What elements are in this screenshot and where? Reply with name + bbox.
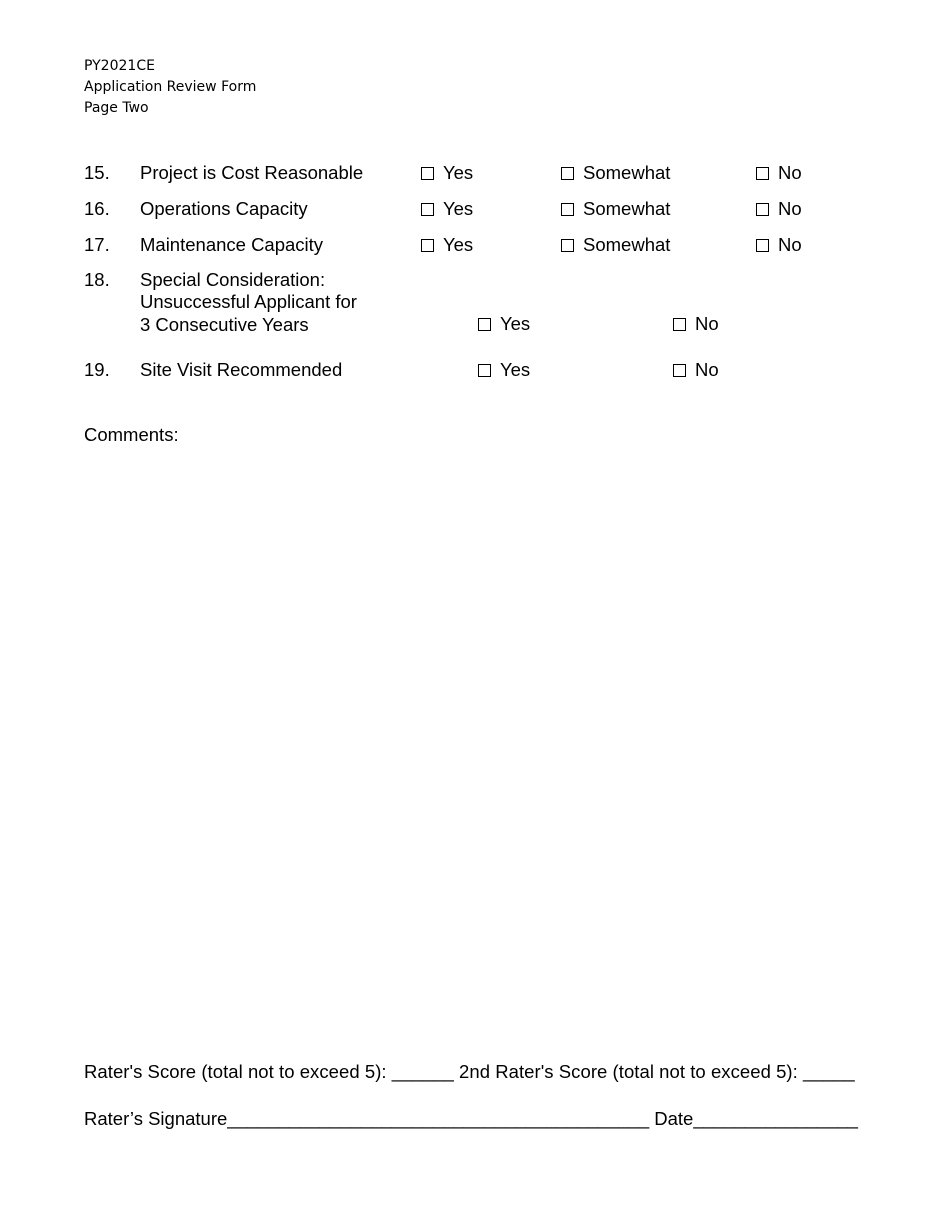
page-label: Page Two — [84, 100, 149, 116]
checkbox-icon[interactable] — [421, 203, 434, 216]
checkbox-icon[interactable] — [673, 318, 686, 331]
question-label-line-2: Unsuccessful Applicant for — [140, 291, 357, 312]
checkbox-icon[interactable] — [421, 239, 434, 252]
checkbox-icon[interactable] — [673, 364, 686, 377]
question-label: Project is Cost Reasonable — [140, 162, 364, 183]
checkbox-icon[interactable] — [561, 203, 574, 216]
option-yes[interactable]: Yes — [421, 198, 473, 220]
checkbox-icon[interactable] — [756, 167, 769, 180]
option-no[interactable]: No — [756, 234, 802, 256]
comments-area[interactable] — [84, 452, 866, 1032]
checkbox-icon[interactable] — [561, 167, 574, 180]
question-number: 18. — [84, 269, 110, 290]
option-somewhat[interactable]: Somewhat — [561, 198, 670, 220]
option-yes[interactable]: Yes — [478, 359, 530, 381]
option-somewhat[interactable]: Somewhat — [561, 162, 670, 184]
question-number: 19. — [84, 359, 110, 380]
question-label: Site Visit Recommended — [140, 359, 343, 380]
option-no[interactable]: No — [756, 162, 802, 184]
option-no[interactable]: No — [673, 313, 719, 335]
question-number: 15. — [84, 162, 110, 183]
checkbox-icon[interactable] — [561, 239, 574, 252]
option-yes[interactable]: Yes — [421, 234, 473, 256]
question-number: 17. — [84, 234, 110, 255]
question-label: Maintenance Capacity — [140, 234, 324, 255]
checkbox-icon[interactable] — [478, 364, 491, 377]
checkbox-icon[interactable] — [756, 239, 769, 252]
question-number: 16. — [84, 198, 110, 219]
option-no[interactable]: No — [756, 198, 802, 220]
checkbox-icon[interactable] — [478, 318, 491, 331]
option-yes[interactable]: Yes — [421, 162, 473, 184]
option-no[interactable]: No — [673, 359, 719, 381]
question-label: Operations Capacity — [140, 198, 308, 219]
question-label-line-3: 3 Consecutive Years — [140, 314, 309, 335]
score-line[interactable]: Rater's Score (total not to exceed 5): ______ 2nd Rater's Score (total not to exceed 5): _____ — [84, 1061, 855, 1082]
comments-label: Comments: — [84, 424, 179, 445]
option-somewhat[interactable]: Somewhat — [561, 234, 670, 256]
page-header — [84, 56, 256, 119]
option-yes[interactable]: Yes — [478, 313, 530, 335]
signature-line[interactable]: Rater’s Signature_________________________________________ Date________________ — [84, 1108, 858, 1129]
question-label-line-1: Special Consideration: — [140, 269, 326, 290]
checkbox-icon[interactable] — [421, 167, 434, 180]
form-title: Application Review Form — [84, 79, 257, 95]
checkbox-icon[interactable] — [756, 203, 769, 216]
form-code: PY2021CE — [84, 58, 155, 74]
